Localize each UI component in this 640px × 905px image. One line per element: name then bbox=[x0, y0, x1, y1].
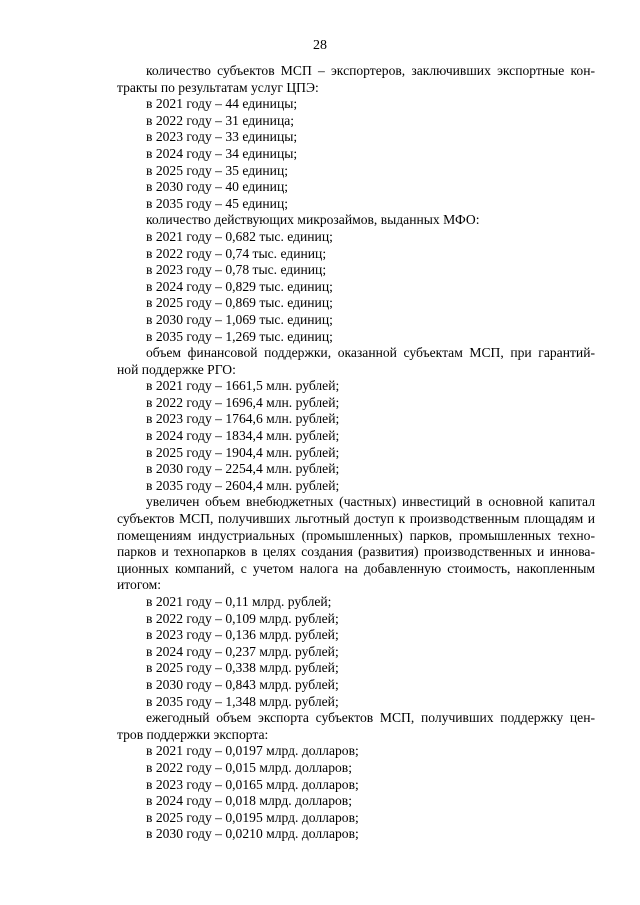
text-line: в 2021 году – 1661,5 млн. рублей; bbox=[146, 378, 340, 394]
text-line: субъектов МСП, получивших льготный доступ к производственным площадям и bbox=[117, 511, 595, 527]
text-line: в 2030 году – 0,0210 млрд. долларов; bbox=[146, 826, 359, 842]
text-line: в 2024 году – 0,018 млрд. долларов; bbox=[146, 793, 352, 809]
text-line: в 2022 году – 31 единица; bbox=[146, 112, 295, 128]
text-line: в 2035 году – 45 единиц; bbox=[146, 195, 288, 211]
page-number: 28 bbox=[313, 38, 327, 53]
text-line: в 2025 году – 0,0195 млрд. долларов; bbox=[146, 809, 359, 825]
text-line: в 2022 году – 1696,4 млн. рублей; bbox=[146, 394, 340, 410]
text-line: в 2022 году – 0,015 млрд. долларов; bbox=[146, 759, 352, 775]
text-line: в 2021 году – 0,0197 млрд. долларов; bbox=[146, 743, 359, 759]
text-line: в 2025 году – 1904,4 млн. рублей; bbox=[146, 444, 340, 460]
text-line: в 2021 году – 44 единицы; bbox=[146, 96, 298, 112]
text-line: в 2024 году – 1834,4 млн. рублей; bbox=[146, 428, 340, 444]
text-line: тров поддержки экспорта: bbox=[117, 726, 269, 742]
text-line: в 2030 году – 2254,4 млн. рублей; bbox=[146, 461, 340, 477]
text-line: в 2023 году – 0,78 тыс. единиц; bbox=[146, 262, 327, 278]
text-line: в 2035 году – 2604,4 млн. рублей; bbox=[146, 477, 340, 493]
text-line: ежегодный объем экспорта субъектов МСП, получивших поддержку цен- bbox=[146, 710, 595, 726]
text-line: объем финансовой поддержки, оказанной субъектам МСП, при гарантий- bbox=[146, 345, 595, 361]
text-line: количество субъектов МСП – экспортеров, заключивших экспортные кон- bbox=[146, 63, 595, 78]
text-line: помещениям индустриальных (промышленных) парков, промышленных техно- bbox=[117, 527, 595, 543]
text-line: ционных компаний, с учетом налога на добавленную стоимость, накопленным bbox=[117, 560, 595, 576]
text-line: в 2025 году – 0,338 млрд. рублей; bbox=[146, 660, 339, 676]
text-line: в 2030 году – 0,843 млрд. рублей; bbox=[146, 676, 339, 692]
text-line: увеличен объем внебюджетных (частных) инвестиций в основной капитал bbox=[146, 494, 595, 510]
text-line: в 2030 году – 1,069 тыс. единиц; bbox=[146, 311, 333, 327]
text-line: тракты по результатам услуг ЦПЭ: bbox=[117, 79, 319, 95]
text-line: количество действующих микрозаймов, выданных МФО: bbox=[146, 212, 480, 228]
text-line: в 2025 году – 0,869 тыс. единиц; bbox=[146, 295, 333, 311]
text-line: в 2024 году – 34 единицы; bbox=[146, 145, 298, 161]
text-line: парков и технопарков в целях создания (развития) производственных и иннова- bbox=[117, 544, 595, 560]
text-line: в 2022 году – 0,74 тыс. единиц; bbox=[146, 245, 327, 261]
text-line: в 2024 году – 0,829 тыс. единиц; bbox=[146, 278, 333, 294]
document-body bbox=[117, 63, 595, 843]
text-line: в 2030 году – 40 единиц; bbox=[146, 179, 288, 195]
text-line: итогом: bbox=[117, 577, 161, 593]
text-line: в 2023 году – 0,136 млрд. рублей; bbox=[146, 627, 339, 643]
text-line: в 2022 году – 0,109 млрд. рублей; bbox=[146, 610, 339, 626]
text-line: в 2021 году – 0,11 млрд. рублей; bbox=[146, 594, 332, 609]
text-line: в 2025 году – 35 единиц; bbox=[146, 162, 288, 178]
text-line: в 2023 году – 0,0165 млрд. долларов; bbox=[146, 776, 359, 792]
text-line: в 2023 году – 33 единицы; bbox=[146, 129, 298, 145]
text-line: в 2035 году – 1,348 млрд. рублей; bbox=[146, 693, 339, 709]
text-line: в 2035 году – 1,269 тыс. единиц; bbox=[146, 328, 333, 344]
text-line: в 2024 году – 0,237 млрд. рублей; bbox=[146, 643, 339, 659]
text-line: в 2023 году – 1764,6 млн. рублей; bbox=[146, 411, 340, 427]
text-line: ной поддержке РГО: bbox=[117, 361, 236, 377]
text-line: в 2021 году – 0,682 тыс. единиц; bbox=[146, 228, 333, 244]
